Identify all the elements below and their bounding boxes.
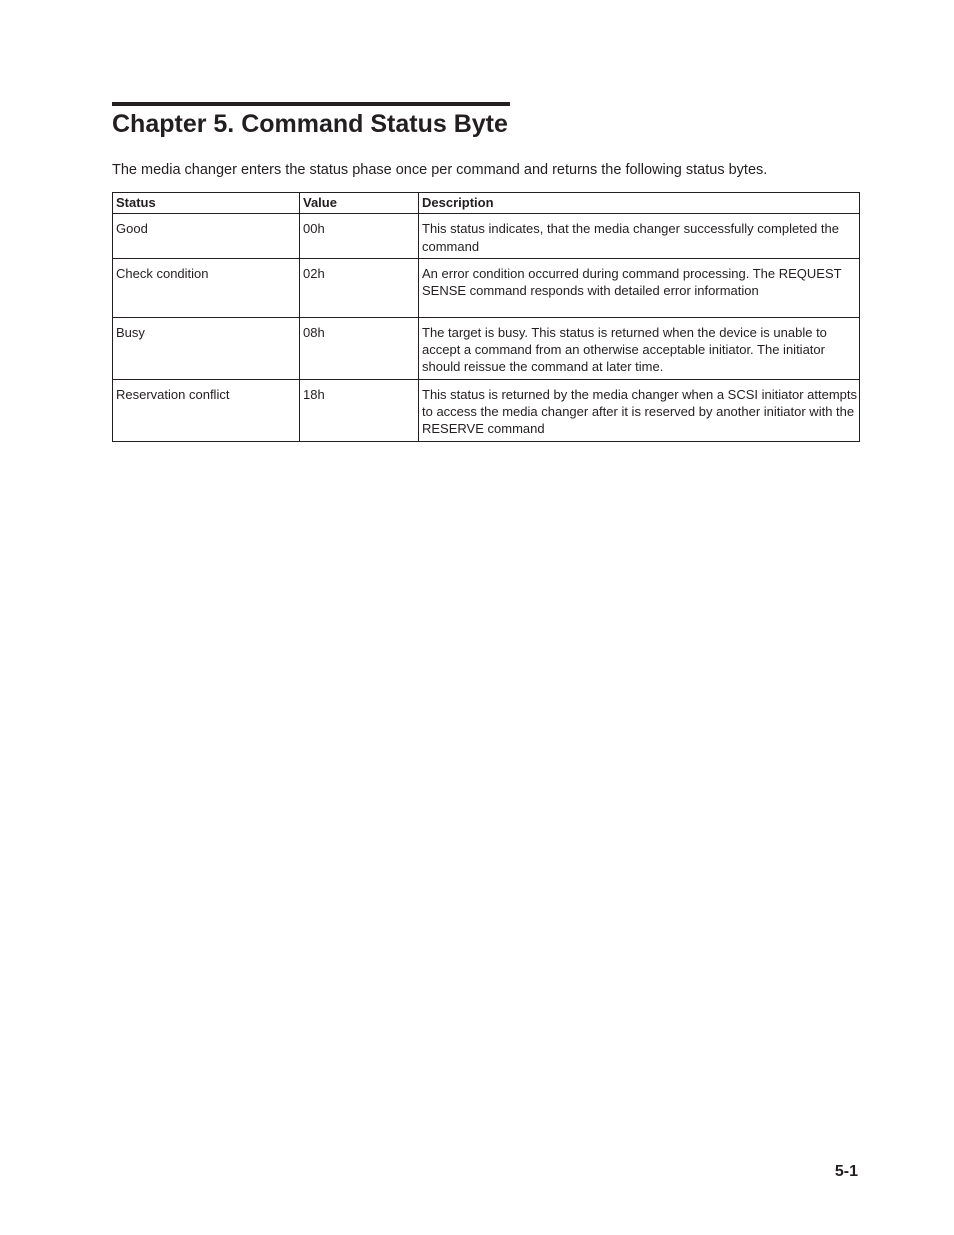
cell-description: This status indicates, that the media changer successfully completed the command: [419, 214, 860, 259]
table-row: [113, 214, 860, 259]
page-number: 5-1: [834, 1163, 858, 1180]
cell-description: This status is returned by the media changer when a SCSI initiator attempts to access the media changer after it is reserved by another initiator with the RESERVE command: [419, 379, 860, 441]
cell-description: An error condition occurred during command processing. The REQUEST SENSE command responds with detailed error information: [419, 258, 860, 317]
chapter-title-rule: [112, 102, 510, 106]
table-row: [113, 258, 860, 317]
status-table: [112, 192, 860, 442]
cell-value: 00h: [300, 214, 419, 259]
header-status: Status: [113, 193, 300, 214]
header-value: Value: [300, 193, 419, 214]
cell-status: Reservation conflict: [113, 379, 300, 441]
table-row: [113, 317, 860, 379]
cell-value: 02h: [300, 258, 419, 317]
chapter-title: Chapter 5. Command Status Byte: [112, 110, 508, 138]
intro-paragraph: The media changer enters the status phase once per command and returns the following status bytes.: [112, 162, 768, 178]
cell-value: 18h: [300, 379, 419, 441]
cell-value: 08h: [300, 317, 419, 379]
cell-status: Busy: [113, 317, 300, 379]
table-row: [113, 379, 860, 441]
cell-status: Check condition: [113, 258, 300, 317]
cell-description: The target is busy. This status is returned when the device is unable to accept a command from an otherwise acceptable initiator. The initiator should reissue the command at later time.: [419, 317, 860, 379]
header-description: Description: [419, 193, 860, 214]
cell-status: Good: [113, 214, 300, 259]
table-header-row: [113, 193, 860, 214]
